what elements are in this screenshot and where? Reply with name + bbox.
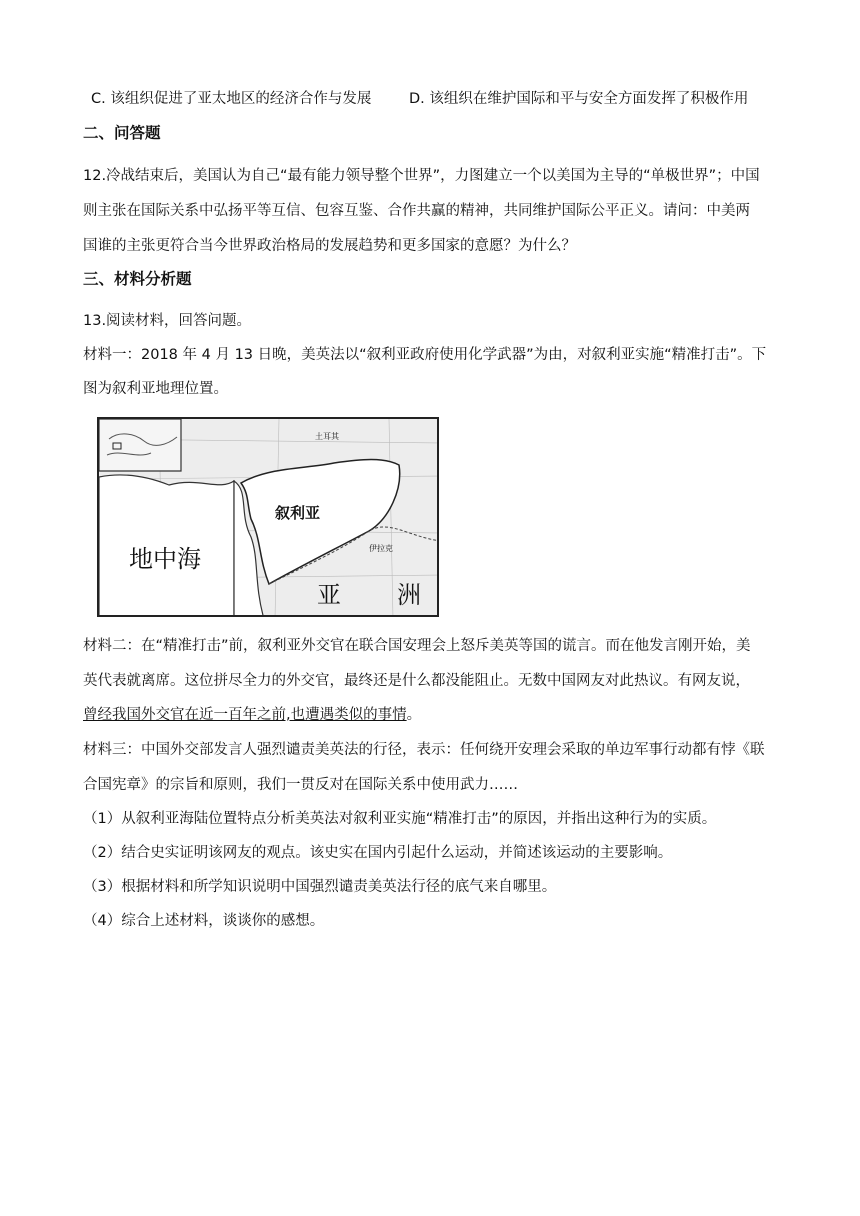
section-heading-material: 三、材料分析题: [83, 270, 192, 288]
sub-question-4: （4）综合上述材料，谈谈你的感想。: [83, 913, 325, 929]
material-2-line-1: 材料二：在“精准打击”前，叙利亚外交官在联合国安理会上怒斥美英等国的谎言。而在他发言刚开始，美: [83, 638, 751, 654]
section-heading-qa: 二、问答题: [83, 124, 161, 142]
sub-question-3: （3）根据材料和所学知识说明中国强烈谴责美英法行径的底气来自哪里。: [83, 879, 557, 895]
material-2-line-3: [83, 705, 783, 725]
material-2-line-2: 英代表就离席。这位拼尽全力的外交官，最终还是什么都没能阻止。无数中国网友对此热议。有网友说，: [83, 673, 750, 689]
map-label-mediterranean: 地中海: [129, 545, 201, 573]
map-label-asia-1: 亚: [317, 581, 341, 609]
sub-question-1: （1）从叙利亚海陆位置特点分析美英法对叙利亚实施“精准打击”的原因，并指出这种行为的实质。: [83, 811, 717, 827]
material-3-line-1: 材料三：中国外交部发言人强烈谴责美英法的行径，表示：任何绕开安理会采取的单边军事行动都有悖《联: [83, 742, 765, 758]
material-3-line-2: 合国宪章》的宗旨和原则，我们一贯反对在国际关系中使用武力……: [83, 777, 518, 793]
question-12-line-3: 国谁的主张更符合当今世界政治格局的发展趋势和更多国家的意愿？为什么？: [83, 238, 576, 254]
material-1-line-2: 图为叙利亚地理位置。: [83, 381, 228, 397]
underlined-claim: 曾经我国外交官在近一百年之前,也遭遇类似的事情: [83, 707, 407, 723]
syria-location-map: [97, 417, 439, 617]
map-graphic: [99, 419, 439, 617]
map-label-iraq: 伊拉克: [369, 544, 393, 553]
question-12-line-2: 则主张在国际关系中弘扬平等互信、包容互鉴、合作共赢的精神，共同维护国际公平正义。请问：中美两: [83, 203, 750, 219]
option-d: D. 该组织在维护国际和平与安全方面发挥了积极作用: [409, 91, 749, 107]
question-13-intro: 13.阅读材料，回答问题。: [83, 313, 252, 329]
map-label-syria: 叙利亚: [275, 504, 321, 522]
material-1-line-1: 材料一：2018 年 4 月 13 日晚，美英法以“叙利亚政府使用化学武器”为由，对叙利亚实施“精准打击”。下: [83, 347, 767, 363]
question-12-line-1: 12.冷战结束后，美国认为自己“最有能力领导整个世界”，力图建立一个以美国为主导的“单极世界”；中国: [83, 168, 760, 184]
map-label-turkey: 土耳其: [315, 432, 339, 441]
map-label-asia-2: 洲: [397, 581, 421, 609]
option-c: C. 该组织促进了亚太地区的经济合作与发展: [91, 91, 372, 107]
line-end-punctuation: 。: [406, 707, 422, 723]
sub-question-2: （2）结合史实证明该网友的观点。该史实在国内引起什么运动，并简述该运动的主要影响。: [83, 845, 673, 861]
